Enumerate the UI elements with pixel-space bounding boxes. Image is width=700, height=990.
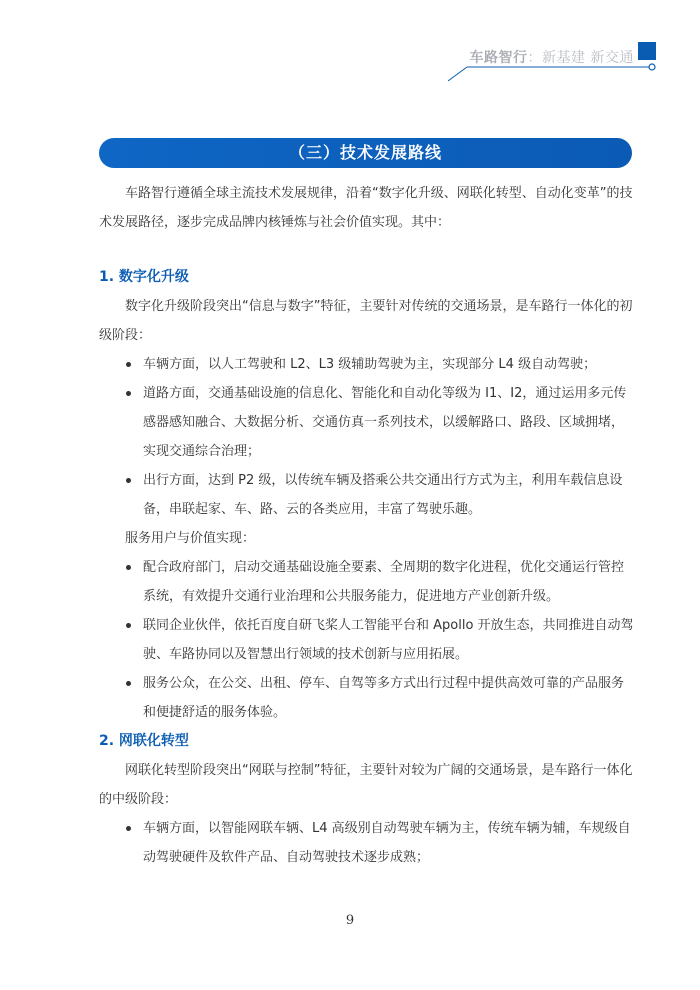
bullet-icon [126, 826, 131, 831]
bullet-icon [126, 362, 131, 367]
page-number: 9 [345, 913, 355, 928]
digital-upgrade-intro: 数字化升级阶段突出“信息与数字”特征，主要针对传统的交通场景，是车路行一体化的初级阶段： [99, 299, 633, 343]
bullet-icon [126, 623, 131, 628]
bullet-icon [126, 565, 131, 570]
header-brand: 车路智行 [469, 50, 528, 66]
list-item [99, 379, 635, 466]
section-title: （三）技术发展路线 [288, 143, 442, 162]
list-item [99, 553, 635, 611]
header-slogan: 新基建 新交通 [542, 50, 634, 66]
list-item-text: 出行方面，达到 P2 级，以传统车辆及搭乘公共交通出行方式为主，利用车载信息设备，串联起家、车、路、云的各类应用，丰富了驾驶乐趣。 [143, 473, 623, 517]
digital-upgrade-list [99, 350, 635, 524]
list-item [99, 466, 635, 524]
heading-network-transform: 2. 网联化转型 [99, 733, 189, 749]
list-item [99, 350, 635, 379]
heading-digital-upgrade: 1. 数字化升级 [99, 269, 189, 285]
list-item-text: 车辆方面，以智能网联车辆、L4 高级别自动驾驶车辆为主，传统车辆为辅，车规级自动驾驶硬件及软件产品、自动驾驶技术逐步成熟； [143, 821, 631, 865]
list-item-text: 道路方面，交通基础设施的信息化、智能化和自动化等级为 I1、I2，通过运用多元传感器感知融合、大数据分析、交通仿真一系列技术，以缓解路口、路段、区域拥堵，实现交通综合治理； [143, 386, 627, 459]
network-transform-intro: 网联化转型阶段突出“网联与控制”特征，主要针对较为广阔的交通场景，是车路行一体化的中级阶段： [99, 763, 633, 807]
network-transform-list [99, 814, 635, 872]
bullet-icon [126, 391, 131, 396]
header-separator: ： [527, 50, 543, 66]
list-item-text: 联同企业伙伴，依托百度自研飞桨人工智能平台和 Apollo 开放生态，共同推进自动驾驶、车路协同以及智慧出行领域的技术创新与应用拓展。 [143, 618, 634, 662]
list-item-text: 服务公众，在公交、出租、停车、自驾等多方式出行过程中提供高效可靠的产品服务和便捷舒适的服务体验。 [143, 676, 625, 720]
list-item [99, 814, 635, 872]
list-item-text: 车辆方面，以人工驾驶和 L2、L3 级辅助驾驶为主，实现部分 L4 级自动驾驶； [143, 357, 597, 372]
list-item-text: 配合政府部门，启动交通基础设施全要素、全周期的数字化进程，优化交通运行管控系统，有效提升交通行业治理和公共服务能力，促进地方产业创新升级。 [143, 560, 625, 604]
bullet-icon [126, 681, 131, 686]
section-title-bar [99, 138, 632, 168]
header-line-decoration [448, 62, 658, 82]
list-item [99, 669, 635, 727]
document-body [99, 179, 635, 872]
list-item [99, 611, 635, 669]
service-label: 服务用户与价值实现： [125, 531, 256, 546]
header-square-decoration [638, 42, 656, 60]
intro-paragraph: 车路智行遵循全球主流技术发展规律，沿着“数字化升级、网联化转型、自动化变革”的技术发展路径，逐步完成品牌内核锤炼与社会价值实现。其中： [99, 186, 633, 230]
bullet-icon [126, 478, 131, 483]
service-value-list [99, 553, 635, 727]
